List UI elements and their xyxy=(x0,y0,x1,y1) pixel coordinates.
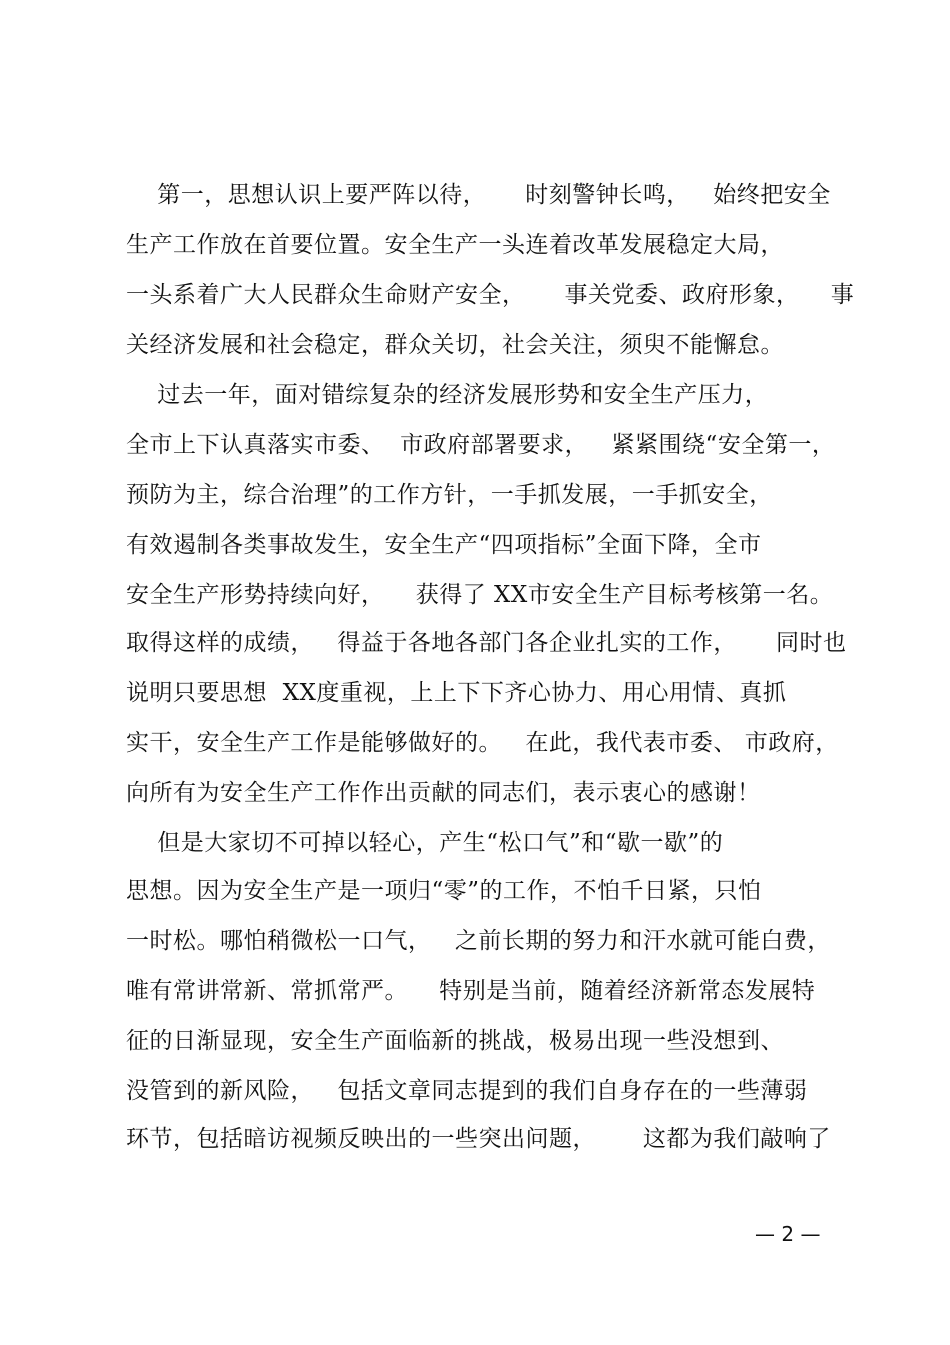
paragraph-line: 思想。因为安全生产是一项归“零”的工作，不怕千日紧，只怕 xyxy=(126,878,762,904)
paragraph-line: 一头系着广大人民群众生命财产安全， 事关党委、政府形象， 事 xyxy=(126,282,855,308)
paragraph-line: 一时松。哪怕稍微松一口气， 之前长期的努力和汗水就可能白费， xyxy=(126,928,831,954)
paragraph-line: 实干，安全生产工作是能够做好的。 在此，我代表市委、 市政府， xyxy=(126,730,839,756)
paragraph-line: 生产工作放在首要位置。安全生产一头连着改革发展稳定大局， xyxy=(126,232,784,258)
paragraph-line: 过去一年，面对错综复杂的经济发展形势和安全生产压力， xyxy=(126,382,769,408)
paragraph-line: 有效遏制各类事故发生，安全生产“四项指标”全面下降，全市 xyxy=(126,532,762,558)
paragraph-line: 但是大家切不可掉以轻心，产生“松口气”和“歇一歇”的 xyxy=(126,830,724,856)
paragraph-line: 取得这样的成绩， 得益于各地各部门各企业扎实的工作， 同时也 xyxy=(126,630,847,656)
paragraph-line: 关经济发展和社会稳定，群众关切，社会关注，须臾不能懈怠。 xyxy=(126,332,784,358)
paragraph-line: 环节，包括暗访视频反映出的一些突出问题， 这都为我们敲响了 xyxy=(126,1126,831,1152)
page-number: — 2 — xyxy=(755,1222,821,1246)
paragraph-line: 全市上下认真落实市委、 市政府部署要求， 紧紧围绕“安全第一， xyxy=(126,432,836,458)
paragraph-line: 唯有常讲常新、常抓常严。 特别是当前，随着经济新常态发展特 xyxy=(126,978,816,1004)
paragraph-line: 没管到的新风险， 包括文章同志提到的我们自身存在的一些薄弱 xyxy=(126,1078,808,1104)
paragraph-line: 说明只要思想 XX度重视，上上下下齐心协力、用心用情、真抓 xyxy=(126,680,787,706)
paragraph-line: 第一，思想认识上要严阵以待， 时刻警钟长鸣， 始终把安全 xyxy=(126,182,831,208)
paragraph-line: 向所有为安全生产工作作出贡献的同志们，表示衷心的感谢！ xyxy=(126,780,761,806)
paragraph-line: 安全生产形势持续向好， 获得了 XX市安全生产目标考核第一名。 xyxy=(126,582,834,608)
paragraph-line: 征的日渐显现，安全生产面临新的挑战，极易出现一些没想到、 xyxy=(126,1028,784,1054)
paragraph-line: 预防为主，综合治理”的工作方针，一手抓发展，一手抓安全， xyxy=(126,482,773,508)
